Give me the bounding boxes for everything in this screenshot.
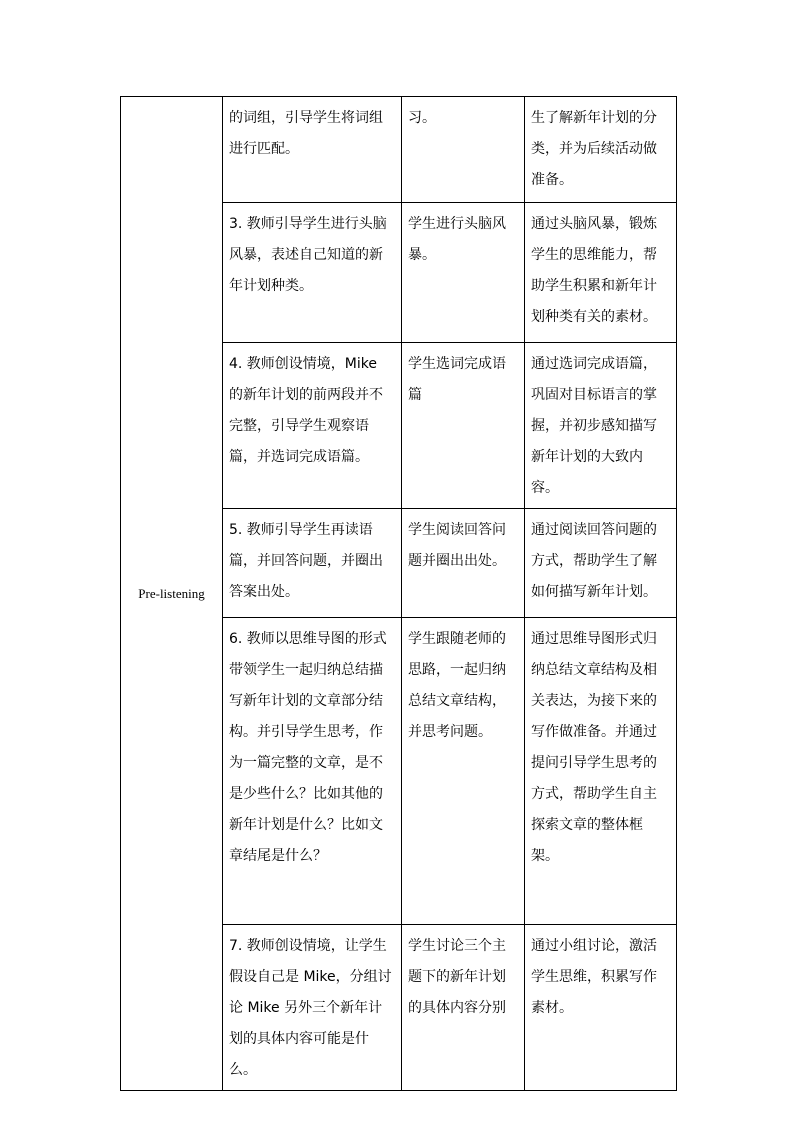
student-activity-cell: 学生讨论三个主题下的新年计划的具体内容分别 [402, 925, 525, 1091]
lesson-plan-table [120, 96, 677, 1091]
design-purpose-cell: 通过小组讨论，激活学生思维，积累写作素材。 [525, 925, 677, 1091]
design-purpose-cell: 通过选词完成语篇，巩固对目标语言的掌握，并初步感知描写新年计划的大致内容。 [525, 343, 677, 509]
stage-label: Pre-listening [138, 586, 205, 601]
table-row [121, 97, 677, 203]
student-activity-cell: 学生跟随老师的思路，一起归纳总结文章结构，并思考问题。 [402, 618, 525, 925]
design-purpose-cell: 通过阅读回答问题的方式，帮助学生了解如何描写新年计划。 [525, 509, 677, 618]
student-activity-cell: 学生进行头脑风暴。 [402, 203, 525, 343]
teacher-activity-cell: 3. 教师引导学生进行头脑风暴，表述自己知道的新年计划种类。 [223, 203, 402, 343]
design-purpose-cell: 通过头脑风暴，锻炼学生的思维能力，帮助学生积累和新年计划种类有关的素材。 [525, 203, 677, 343]
teacher-activity-cell: 4. 教师创设情境，Mike 的新年计划的前两段并不完整，引导学生观察语篇，并选词完成语篇。 [223, 343, 402, 509]
stage-cell [121, 97, 223, 1091]
teacher-activity-cell: 5. 教师引导学生再读语篇，并回答问题，并圈出答案出处。 [223, 509, 402, 618]
student-activity-cell: 学生阅读回答问题并圈出出处。 [402, 509, 525, 618]
teacher-activity-cell: 7. 教师创设情境，让学生假设自己是 Mike，分组讨论 Mike 另外三个新年计划的具体内容可能是什么。 [223, 925, 402, 1091]
teacher-activity-cell: 的词组，引导学生将词组进行匹配。 [223, 97, 402, 203]
design-purpose-cell: 生了解新年计划的分类，并为后续活动做准备。 [525, 97, 677, 203]
student-activity-cell: 学生选词完成语篇 [402, 343, 525, 509]
student-activity-cell: 习。 [402, 97, 525, 203]
design-purpose-cell: 通过思维导图形式归纳总结文章结构及相关表达，为接下来的写作做准备。并通过提问引导学生思考的方式，帮助学生自主探索文章的整体框架。 [525, 618, 677, 925]
teacher-activity-cell: 6. 教师以思维导图的形式带领学生一起归纳总结描写新年计划的文章部分结构。并引导学生思考，作为一篇完整的文章，是不是少些什么？比如其他的新年计划是什么？比如文章结尾是什么？ [223, 618, 402, 925]
